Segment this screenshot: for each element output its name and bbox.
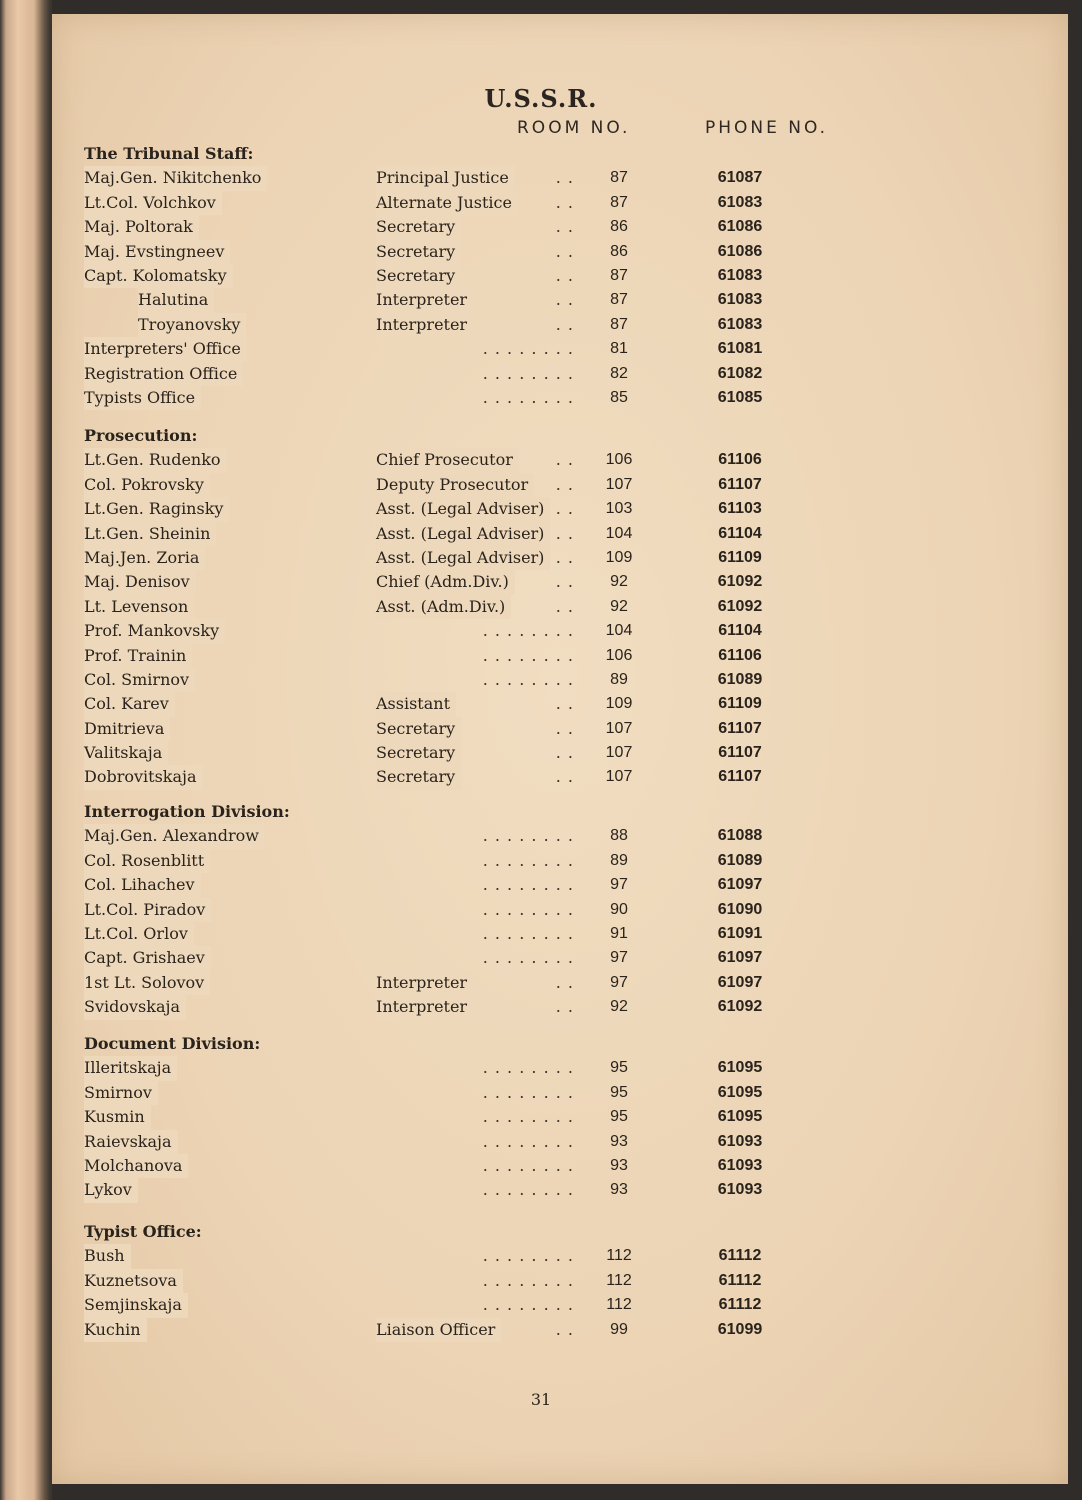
phone-number: 61109 — [718, 548, 762, 566]
phone-number: 61106 — [718, 451, 762, 469]
room-number: 112 — [606, 1296, 632, 1314]
person-name: Lt.Col. Volchkov — [84, 191, 222, 215]
phone-number: 61097 — [717, 949, 763, 967]
directory-row — [84, 166, 984, 190]
phone-number: 61089 — [717, 851, 763, 869]
directory-row — [84, 741, 984, 765]
phone-number: 61112 — [718, 1271, 762, 1289]
directory-row — [84, 1154, 984, 1178]
leader-dots: . . — [555, 596, 574, 616]
room-number: 106 — [605, 646, 633, 664]
phone-number: 61092 — [717, 573, 763, 591]
phone-number: 61088 — [717, 827, 763, 845]
person-name: Registration Office — [84, 362, 243, 386]
phone-number: 61107 — [718, 719, 762, 737]
room-number: 109 — [605, 548, 633, 566]
section-title: The Tribunal Staff: — [84, 144, 254, 163]
room-number: 104 — [605, 622, 633, 640]
phone-number: 61099 — [717, 1320, 763, 1338]
person-role: Assistant — [376, 692, 456, 716]
room-number: 87 — [610, 291, 628, 309]
section-title: Prosecution: — [84, 426, 198, 445]
person-name: Raievskaja — [84, 1130, 178, 1154]
directory-row — [84, 644, 984, 668]
directory-row — [84, 1056, 984, 1080]
leader-dots: . . — [555, 547, 574, 567]
room-number: 89 — [610, 670, 628, 688]
directory-row — [84, 570, 984, 594]
leader-dots: . . — [555, 474, 574, 494]
room-number: 109 — [605, 695, 633, 713]
person-role: Interpreter — [376, 313, 473, 337]
room-number: 97 — [610, 973, 628, 991]
room-number: 93 — [610, 1156, 628, 1174]
directory-row — [84, 1269, 984, 1293]
leader-dots: . . . . . . . . — [482, 1180, 574, 1200]
phone-number: 61090 — [717, 900, 763, 918]
person-role: Interpreter — [376, 971, 473, 995]
leader-dots: . . — [555, 997, 574, 1017]
directory-row — [84, 1244, 984, 1268]
directory-row — [84, 546, 984, 570]
room-number: 82 — [610, 364, 628, 382]
person-name: Bush — [84, 1244, 131, 1268]
leader-dots: . . . . . . . . — [482, 669, 574, 689]
directory-row — [84, 717, 984, 741]
room-number: 90 — [610, 900, 628, 918]
directory-row — [84, 191, 984, 215]
directory-row — [84, 215, 984, 239]
person-role: Secretary — [376, 741, 461, 765]
person-name: Lt.Col. Orlov — [84, 922, 194, 946]
leader-dots: . . . . . . . . — [482, 1131, 574, 1151]
person-name: Col. Karev — [84, 692, 175, 716]
person-role: Secretary — [376, 264, 461, 288]
directory-section — [84, 1032, 984, 1203]
directory-row — [84, 595, 984, 619]
person-role: Deputy Prosecutor — [376, 473, 534, 497]
room-number: 88 — [610, 827, 628, 845]
person-name: Prof. Trainin — [84, 644, 192, 668]
room-number: 106 — [605, 451, 633, 469]
directory-row — [84, 313, 984, 337]
person-name: Svidovskaja — [84, 995, 186, 1019]
section-title: Typist Office: — [84, 1222, 202, 1241]
leader-dots: . . . . . . . . — [482, 1155, 574, 1175]
room-number: 95 — [610, 1108, 628, 1126]
person-role: Asst. (Legal Adviser) — [376, 497, 550, 521]
leader-dots: . . — [555, 743, 574, 763]
person-role: Chief Prosecutor — [376, 448, 519, 472]
phone-number: 61093 — [717, 1156, 763, 1174]
room-number: 97 — [610, 876, 628, 894]
leader-dots: . . — [555, 499, 574, 519]
phone-number: 61092 — [717, 597, 763, 615]
phone-number: 61112 — [718, 1296, 762, 1314]
person-name: Dobrovitskaja — [84, 765, 203, 789]
person-name: Illeritskaja — [84, 1056, 177, 1080]
person-name: Col. Rosenblitt — [84, 849, 210, 873]
phone-number: 61112 — [718, 1247, 762, 1265]
directory-row — [84, 386, 984, 410]
room-number: 112 — [606, 1271, 632, 1289]
leader-dots: . . — [555, 767, 574, 787]
person-name: Lt.Col. Piradov — [84, 898, 211, 922]
directory-row — [84, 1081, 984, 1105]
person-role: Interpreter — [376, 288, 473, 312]
room-number: 103 — [605, 500, 633, 518]
person-role: Secretary — [376, 215, 461, 239]
leader-dots: . . — [555, 572, 574, 592]
leader-dots: . . . . . . . . — [482, 875, 574, 895]
person-name: Maj.Gen. Alexandrow — [84, 824, 265, 848]
person-role: Secretary — [376, 765, 461, 789]
room-number: 107 — [605, 768, 633, 786]
phone-number: 61085 — [717, 388, 763, 406]
leader-dots: . . — [555, 265, 574, 285]
person-role: Asst. (Legal Adviser) — [376, 522, 550, 546]
phone-number: 61093 — [717, 1181, 763, 1199]
phone-number: 61103 — [718, 500, 762, 518]
directory-section — [84, 1220, 984, 1342]
person-name: Col. Pokrovsky — [84, 473, 210, 497]
room-number: 112 — [606, 1247, 632, 1265]
phone-column-header: PHONE NO. — [705, 118, 829, 138]
leader-dots: . . . . . . . . — [482, 1246, 574, 1266]
directory-row — [84, 473, 984, 497]
room-number: 81 — [610, 340, 628, 358]
leader-dots: . . . . . . . . — [482, 621, 574, 641]
directory-row — [84, 264, 984, 288]
phone-number: 61095 — [717, 1059, 763, 1077]
leader-dots: . . . . . . . . — [482, 1058, 574, 1078]
directory-row — [84, 898, 984, 922]
leader-dots: . . . . . . . . — [482, 948, 574, 968]
leader-dots: . . — [555, 450, 574, 470]
phone-number: 61097 — [717, 973, 763, 991]
phone-number: 61107 — [718, 768, 762, 786]
leader-dots: . . . . . . . . — [482, 387, 574, 407]
directory-row — [84, 337, 984, 361]
phone-number: 61107 — [718, 475, 762, 493]
room-number: 87 — [610, 169, 628, 187]
phone-number: 61083 — [717, 193, 763, 211]
person-role: Secretary — [376, 717, 461, 741]
phone-number: 61082 — [717, 364, 763, 382]
person-name: Col. Smirnov — [84, 668, 195, 692]
directory-row — [84, 1130, 984, 1154]
person-name: Semjinskaja — [84, 1293, 188, 1317]
leader-dots: . . — [555, 168, 574, 188]
directory-row — [84, 849, 984, 873]
room-number: 92 — [610, 573, 628, 591]
directory-section — [84, 424, 984, 790]
leader-dots: . . . . . . . . — [482, 645, 574, 665]
person-name: Typists Office — [84, 386, 201, 410]
leader-dots: . . . . . . . . — [482, 923, 574, 943]
room-number: 91 — [610, 924, 628, 942]
person-name: Capt. Grishaev — [84, 946, 211, 970]
section-title: Interrogation Division: — [84, 802, 290, 821]
person-name: Kuznetsova — [84, 1269, 183, 1293]
person-name: Maj. Evstingneev — [84, 240, 230, 264]
person-name: Col. Lihachev — [84, 873, 201, 897]
leader-dots: . . — [555, 217, 574, 237]
phone-number: 61092 — [717, 998, 763, 1016]
person-name: Interpreters' Office — [84, 337, 247, 361]
directory-row — [84, 1178, 984, 1202]
person-name: Maj.Jen. Zoria — [84, 546, 205, 570]
phone-number: 61086 — [717, 242, 763, 260]
room-number: 87 — [610, 266, 628, 284]
leader-dots: . . — [555, 290, 574, 310]
room-number: 97 — [610, 949, 628, 967]
leader-dots: . . — [555, 523, 574, 543]
directory-row — [84, 946, 984, 970]
person-name: Lt.Gen. Raginsky — [84, 497, 229, 521]
person-role: Interpreter — [376, 995, 473, 1019]
person-role: Principal Justice — [376, 166, 515, 190]
room-number: 89 — [610, 851, 628, 869]
room-number: 107 — [605, 744, 633, 762]
room-number: 95 — [610, 1059, 628, 1077]
phone-number: 61095 — [717, 1108, 763, 1126]
leader-dots: . . — [555, 314, 574, 334]
person-name: Kuchin — [84, 1318, 147, 1342]
directory-row — [84, 1293, 984, 1317]
phone-number: 61104 — [718, 524, 762, 542]
directory-row — [84, 1318, 984, 1342]
person-name: Lt.Gen. Sheinin — [84, 522, 216, 546]
leader-dots: . . . . . . . . — [482, 1082, 574, 1102]
person-name: Maj.Gen. Nikitchenko — [84, 166, 267, 190]
phone-number: 61095 — [717, 1083, 763, 1101]
phone-number: 61109 — [718, 695, 762, 713]
room-number: 86 — [610, 218, 628, 236]
phone-number: 61083 — [717, 291, 763, 309]
person-name: Dmitrieva — [84, 717, 170, 741]
leader-dots: . . . . . . . . — [482, 363, 574, 383]
room-number: 93 — [610, 1181, 628, 1199]
leader-dots: . . — [555, 1319, 574, 1339]
page-title: U.S.S.R. — [484, 84, 598, 113]
section-title: Document Division: — [84, 1034, 261, 1053]
leader-dots: . . — [555, 192, 574, 212]
person-name: Maj. Poltorak — [84, 215, 199, 239]
person-name: Kusmin — [84, 1105, 151, 1129]
room-column-header: ROOM NO. — [517, 118, 631, 138]
person-role: Asst. (Legal Adviser) — [376, 546, 550, 570]
leader-dots: . . . . . . . . — [482, 850, 574, 870]
phone-number: 61087 — [717, 169, 763, 187]
room-number: 87 — [610, 193, 628, 211]
room-number: 95 — [610, 1083, 628, 1101]
leader-dots: . . . . . . . . — [482, 1270, 574, 1290]
leader-dots: . . . . . . . . — [482, 899, 574, 919]
person-name: Lykov — [84, 1178, 138, 1202]
directory-row — [84, 1105, 984, 1129]
directory-row — [84, 619, 984, 643]
phone-number: 61086 — [717, 218, 763, 236]
leader-dots: . . — [555, 241, 574, 261]
directory-row — [84, 448, 984, 472]
leader-dots: . . — [555, 972, 574, 992]
room-number: 85 — [610, 388, 628, 406]
room-number: 99 — [610, 1320, 628, 1338]
phone-number: 61089 — [717, 670, 763, 688]
person-name: Capt. Kolomatsky — [84, 264, 233, 288]
person-name: Lt. Levenson — [84, 595, 194, 619]
person-role: Asst. (Adm.Div.) — [376, 595, 511, 619]
directory-row — [84, 288, 984, 312]
phone-number: 61097 — [717, 876, 763, 894]
person-name: Smirnov — [84, 1081, 158, 1105]
person-role: Liaison Officer — [376, 1318, 501, 1342]
room-number: 92 — [610, 998, 628, 1016]
room-number: 104 — [605, 524, 633, 542]
room-number: 87 — [610, 315, 628, 333]
directory-section — [84, 142, 984, 410]
room-number: 92 — [610, 597, 628, 615]
leader-dots: . . . . . . . . — [482, 339, 574, 359]
phone-number: 61104 — [718, 622, 762, 640]
directory-row — [84, 922, 984, 946]
directory-section — [84, 800, 984, 1020]
phone-number: 61107 — [718, 744, 762, 762]
leader-dots: . . — [555, 718, 574, 738]
person-name: Halutina — [138, 288, 214, 312]
phone-number: 61091 — [717, 924, 763, 942]
person-role: Alternate Justice — [376, 191, 518, 215]
leader-dots: . . . . . . . . — [482, 1107, 574, 1127]
person-name: Lt.Gen. Rudenko — [84, 448, 227, 472]
room-number: 93 — [610, 1132, 628, 1150]
room-number: 107 — [605, 475, 633, 493]
directory-row — [84, 692, 984, 716]
phone-number: 61083 — [717, 266, 763, 284]
directory-row — [84, 824, 984, 848]
room-number: 107 — [605, 719, 633, 737]
directory-row — [84, 995, 984, 1019]
person-role: Chief (Adm.Div.) — [376, 570, 515, 594]
directory-row — [84, 873, 984, 897]
page-number: 31 — [530, 1390, 552, 1409]
room-number: 86 — [610, 242, 628, 260]
phone-number: 61081 — [717, 340, 763, 358]
directory-row — [84, 971, 984, 995]
directory-row — [84, 668, 984, 692]
person-name: 1st Lt. Solovov — [84, 971, 210, 995]
directory-row — [84, 240, 984, 264]
directory-row — [84, 362, 984, 386]
leader-dots: . . . . . . . . — [482, 1295, 574, 1315]
phone-number: 61106 — [718, 646, 762, 664]
person-name: Troyanovsky — [138, 313, 246, 337]
person-role: Secretary — [376, 240, 461, 264]
person-name: Prof. Mankovsky — [84, 619, 225, 643]
person-name: Molchanova — [84, 1154, 188, 1178]
leader-dots: . . . . . . . . — [482, 826, 574, 846]
leader-dots: . . — [555, 694, 574, 714]
person-name: Maj. Denisov — [84, 570, 196, 594]
book-spine — [0, 0, 52, 1500]
directory-row — [84, 522, 984, 546]
directory-row — [84, 765, 984, 789]
phone-number: 61083 — [717, 315, 763, 333]
person-name: Valitskaja — [84, 741, 168, 765]
phone-number: 61093 — [717, 1132, 763, 1150]
directory-row — [84, 497, 984, 521]
